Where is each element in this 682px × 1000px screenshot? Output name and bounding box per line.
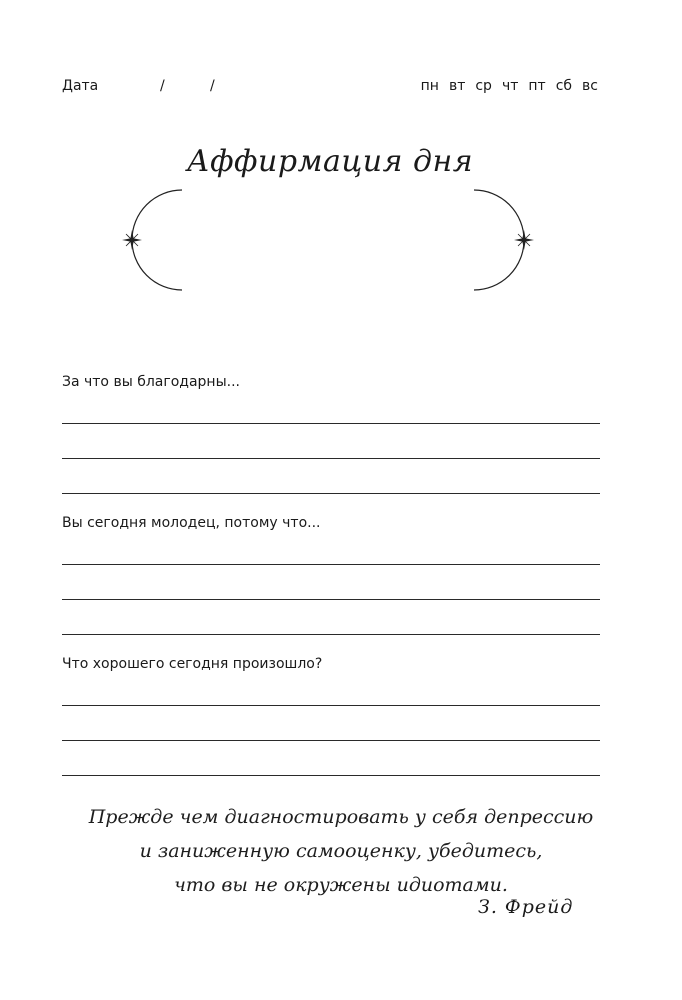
weekday-selector xyxy=(421,78,598,94)
weekday-fri[interactable]: пт xyxy=(528,78,546,94)
date-header xyxy=(62,78,602,100)
weekday-mon[interactable]: пн xyxy=(420,78,439,94)
date-separator: / xyxy=(210,78,215,94)
sparkle-star-icon xyxy=(122,230,142,250)
gratitude-writing-line[interactable] xyxy=(62,458,600,459)
well-done-writing-line[interactable] xyxy=(62,599,600,600)
quote xyxy=(0,800,682,902)
date-label: Дата xyxy=(62,78,99,94)
page-title: Аффирмация дня xyxy=(186,144,474,179)
good-things-writing-line[interactable] xyxy=(62,705,600,706)
gratitude-prompt: За что вы благодарны... xyxy=(62,374,240,390)
sparkle-star-icon xyxy=(514,230,534,250)
quote-line: и заниженную самооценку, убедитесь, xyxy=(139,840,543,862)
weekday-thu[interactable]: чт xyxy=(501,78,519,94)
weekday-tue[interactable]: вт xyxy=(448,78,466,94)
well-done-writing-line[interactable] xyxy=(62,634,600,635)
left-bracket-ornament xyxy=(118,184,188,296)
well-done-prompt: Вы сегодня молодец, потому что... xyxy=(62,515,321,531)
date-separator: / xyxy=(160,78,165,94)
weekday-sun[interactable]: вс xyxy=(582,78,598,94)
well-done-writing-line[interactable] xyxy=(62,564,600,565)
weekday-wed[interactable]: ср xyxy=(475,78,492,94)
gratitude-writing-line[interactable] xyxy=(62,493,600,494)
gratitude-writing-line[interactable] xyxy=(62,423,600,424)
good-things-prompt: Что хорошего сегодня произошло? xyxy=(62,656,323,672)
good-things-writing-line[interactable] xyxy=(62,740,600,741)
right-bracket-ornament xyxy=(468,184,538,296)
weekday-sat[interactable]: сб xyxy=(555,78,573,94)
quote-line: Прежде чем диагностировать у себя депрессию xyxy=(88,806,594,828)
quote-author: З. Фрейд xyxy=(478,896,574,918)
quote-line: что вы не окружены идиотами. xyxy=(174,874,508,896)
good-things-writing-line[interactable] xyxy=(62,775,600,776)
